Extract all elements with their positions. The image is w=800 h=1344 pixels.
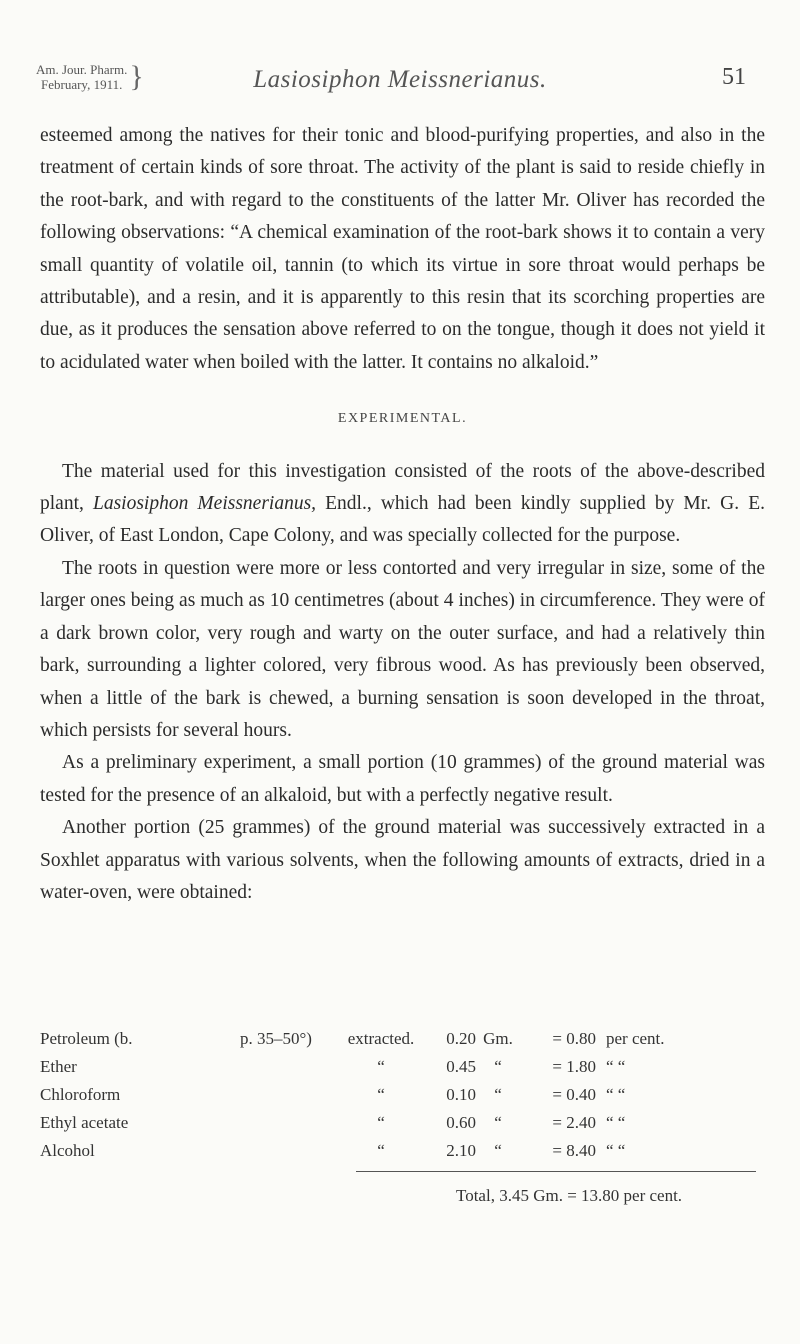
extracted-cell: extracted. bbox=[347, 1029, 415, 1048]
unit-cell: “ bbox=[494, 1113, 502, 1132]
running-title: Lasiosiphon Meissnerianus. bbox=[253, 66, 547, 93]
solvent-cell: Ether bbox=[40, 1057, 77, 1076]
paragraph: esteemed among the natives for their tonic and blood-purifying properties, and also in the treatment of certain kinds of sore throat. The activity of the plant is said to reside chiefly in the root-bark, and with regard to the constituents of the latter Mr. Oliver has recorded the following observations: “A chemical examination of the root-bark shows it to contain a very small quantity of volatile oil, tannin (to which its virtue in sore throat would perhaps be attributable), and a resin, and it is apparently to this resin that its scorching properties are due, as it produces the sensation above referred to on the tongue, though it does not yield it to acidulated water when boiled with the latter. It contains no alkaloid.” bbox=[40, 125, 765, 373]
solvent-cell: Petroleum (b. bbox=[40, 1029, 133, 1048]
paragraph bbox=[40, 456, 765, 553]
unit-cell: “ bbox=[494, 1085, 502, 1104]
total-rule bbox=[356, 1171, 756, 1172]
amount-cell: 0.60 bbox=[446, 1113, 476, 1132]
journal-date: February, 1911. bbox=[41, 77, 123, 92]
article-body bbox=[40, 120, 765, 909]
paragraph-text: The material used for this investigation consisted of the roots of the above-described plant, bbox=[40, 460, 765, 515]
extracted-cell: “ bbox=[377, 1141, 385, 1160]
percent-cell: = 2.40 bbox=[552, 1113, 596, 1132]
table-row bbox=[40, 1053, 765, 1081]
species-name: Lasiosiphon Meissnerianus, bbox=[92, 493, 317, 515]
range-cell bbox=[240, 1109, 342, 1137]
range-cell bbox=[240, 1053, 342, 1081]
percent-cell: = 1.80 bbox=[552, 1057, 596, 1076]
percent-unit-cell: “ “ bbox=[606, 1141, 626, 1160]
range-cell bbox=[240, 1081, 342, 1109]
percent-unit-cell: “ “ bbox=[606, 1085, 626, 1104]
percent-cell: = 8.40 bbox=[552, 1141, 596, 1160]
percent-unit-cell: “ “ bbox=[606, 1057, 626, 1076]
amount-cell: 2.10 bbox=[446, 1141, 476, 1160]
extracts-rows bbox=[40, 1025, 765, 1165]
brace-glyph: } bbox=[129, 60, 144, 93]
paragraph-text: Endl., which had been kindly supplied by Mr. G. E. Oliver, of East London, Cape Colony, and was specially collected for the purpose. bbox=[40, 493, 765, 547]
extracts-table bbox=[40, 1025, 765, 1210]
unit-cell: Gm. bbox=[483, 1029, 513, 1048]
percent-unit-cell: “ “ bbox=[606, 1113, 626, 1132]
paragraph: Another portion (25 grammes) of the ground material was successively extracted in a Soxhlet apparatus with various solvents, when the following amounts of extracts, dried in a water-oven, were obtained: bbox=[40, 817, 765, 903]
solvent-cell: Alcohol bbox=[40, 1141, 95, 1160]
solvent-cell: Chloroform bbox=[40, 1085, 121, 1104]
paragraph: The roots in question were more or less contorted and very irregular in size, some of the larger ones being as much as 10 centimetres (about 4 inches) in circumference. They were of a dark brown color, very rough and warty on the outer surface, and had a relatively thin bark, surrounding a lighter colored, very fibrous wood. As has previously been observed, when a little of the bark is chewed, a burning sensation is soon developed in the throat, which persists for several hours. bbox=[40, 557, 765, 741]
extracted-cell: “ bbox=[377, 1085, 385, 1104]
total-row: Total, 3.45 Gm. = 13.80 per cent. bbox=[456, 1186, 683, 1205]
amount-cell: 0.45 bbox=[446, 1057, 476, 1076]
solvent-cell: Ethyl acetate bbox=[40, 1113, 129, 1132]
extracted-cell: “ bbox=[377, 1113, 385, 1132]
range-cell bbox=[240, 1137, 342, 1165]
table-row bbox=[40, 1081, 765, 1109]
extracted-cell: “ bbox=[377, 1057, 385, 1076]
unit-cell: “ bbox=[494, 1141, 502, 1160]
percent-unit-cell: per cent. bbox=[606, 1029, 665, 1048]
percent-cell: = 0.80 bbox=[552, 1029, 596, 1048]
percent-cell: = 0.40 bbox=[552, 1085, 596, 1104]
table-row bbox=[40, 1025, 765, 1053]
range-cell: p. 35–50°) bbox=[240, 1029, 312, 1048]
amount-cell: 0.10 bbox=[446, 1085, 476, 1104]
unit-cell: “ bbox=[494, 1057, 502, 1076]
paragraph: As a preliminary experiment, a small portion (10 grammes) of the ground material was tested for the presence of an alkaloid, but with a perfectly negative result. bbox=[40, 752, 765, 806]
amount-cell: 0.20 bbox=[446, 1029, 476, 1048]
table-row bbox=[40, 1109, 765, 1137]
journal-name: Am. Jour. Pharm. bbox=[36, 62, 128, 77]
table-row bbox=[40, 1137, 765, 1165]
section-title: EXPERIMENTAL. bbox=[337, 411, 468, 427]
page-number: 51 bbox=[722, 64, 746, 90]
